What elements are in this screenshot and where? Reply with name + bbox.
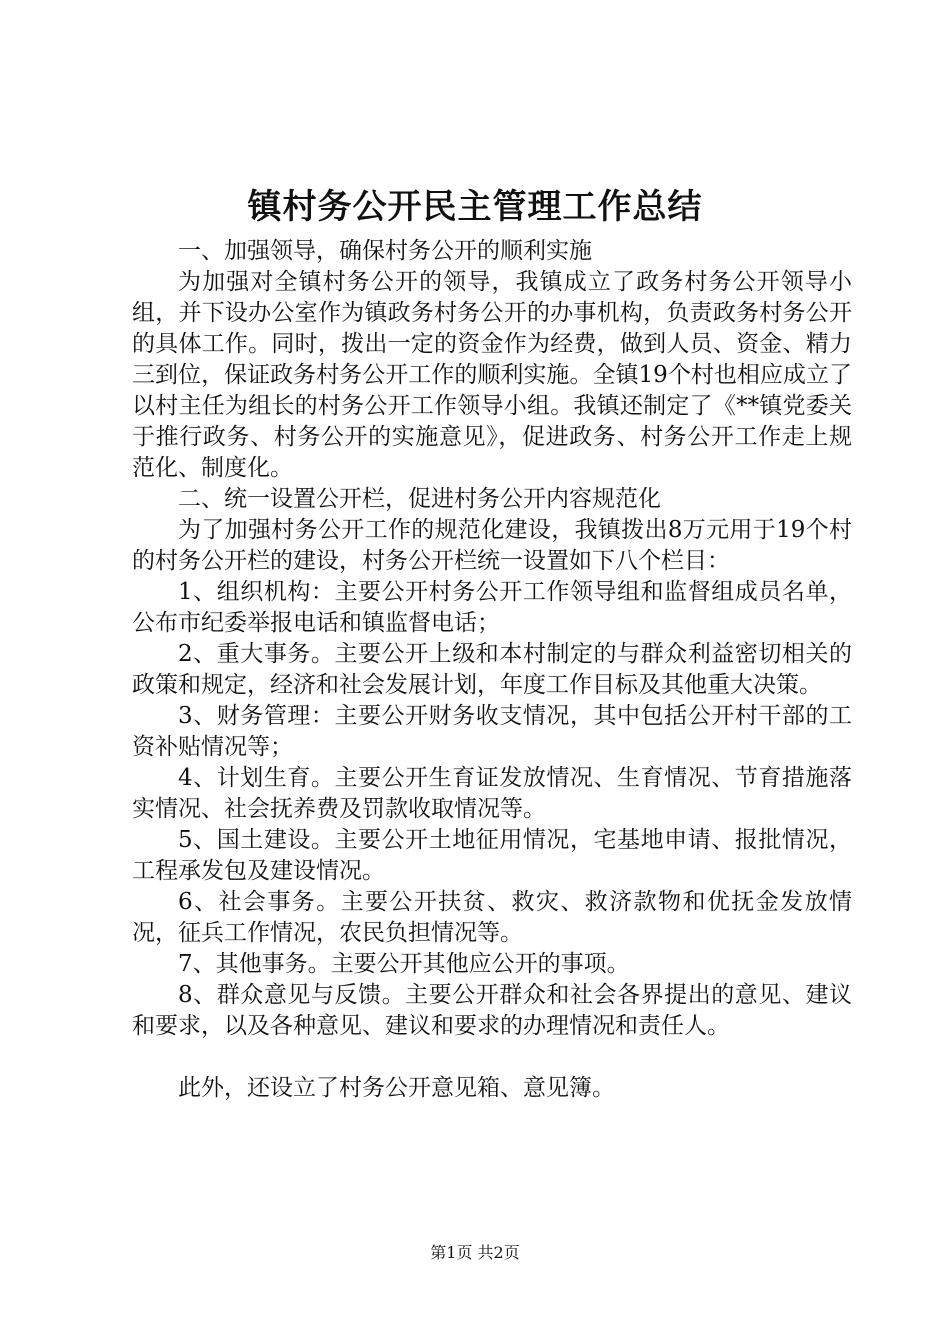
paragraph-bulletin-board: 为了加强村务公开工作的规范化建设，我镇拨出8万元用于19个村的村务公开栏的建设，村务公开栏统一设置如下八个栏目： <box>132 517 852 574</box>
list-item-land: 5、国土建设。主要公开土地征用情况，宅基地申请、报批情况，工程承发包及建设情况。 <box>132 827 852 884</box>
list-item-social-affairs: 6、社会事务。主要公开扶贫、救灾、救济款物和优抚金发放情况，征兵工作情况，农民负担情况等。 <box>132 889 852 946</box>
page-indicator: 第1页 共2页 <box>430 1243 520 1262</box>
list-item-feedback: 8、群众意见与反馈。主要公开群众和社会各界提出的意见、建议和要求，以及各种意见、建议和要求的办理情况和责任人。 <box>132 982 852 1039</box>
list-item-finance: 3、财务管理：主要公开财务收支情况，其中包括公开村干部的工资补贴情况等； <box>132 703 852 760</box>
section-heading-2: 二、统一设置公开栏，促进村务公开内容规范化 <box>178 486 661 512</box>
document-title: 镇村务公开民主管理工作总结 <box>247 187 703 227</box>
paragraph-closing: 此外，还设立了村务公开意见箱、意见簿。 <box>178 1075 615 1101</box>
document-body <box>132 236 852 1104</box>
paragraph-leadership: 为加强对全镇村务公开的领导，我镇成立了政务村务公开领导小组，并下设办公室作为镇政务村务公开的办事机构，负责政务村务公开的具体工作。同时，拨出一定的资金作为经费，做到人员、资金、精力三到位，保证政务村务公开工作的顺利实施。全镇19个村也相应成立了以村主任为组长的村务公开工作领导小组。我镇还制定了《**镇党委关于推行政务、村务公开的实施意见》，促进政务、村务公开工作走上规范化、制度化。 <box>132 269 852 481</box>
list-item-major-affairs: 2、重大事务。主要公开上级和本村制定的与群众利益密切相关的政策和规定，经济和社会发展计划，年度工作目标及其他重大决策。 <box>132 641 852 698</box>
section-heading-1: 一、加强领导，确保村务公开的顺利实施 <box>178 238 592 264</box>
list-item-other-affairs: 7、其他事务。主要公开其他应公开的事项。 <box>178 951 630 977</box>
list-item-family-planning: 4、计划生育。主要公开生育证发放情况、生育情况、节育措施落实情况、社会抚养费及罚款收取情况等。 <box>132 765 852 822</box>
list-item-organization: 1、组织机构：主要公开村务公开工作领导组和监督组成员名单，公布市纪委举报电话和镇监督电话； <box>132 579 852 636</box>
